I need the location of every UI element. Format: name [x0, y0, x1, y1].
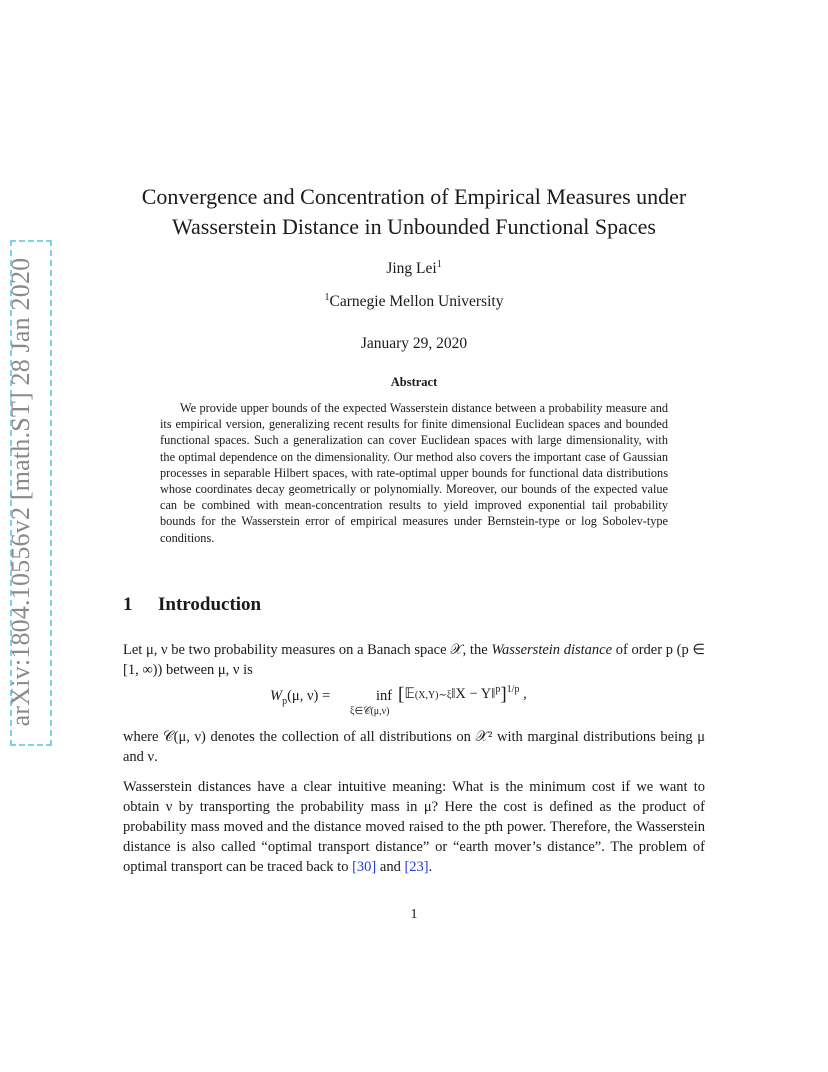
section-number: 1	[123, 594, 133, 615]
citation-link-30[interactable]: [30]	[352, 859, 377, 875]
paragraph-3-text-c: .	[428, 859, 433, 875]
equation-inf: inf	[375, 688, 393, 704]
equation-lhs: $W_p(\mu$, ν) =	[270, 688, 331, 707]
paper-title-line-1: Convergence and Concentration of Empirical Measures under	[141, 184, 687, 209]
paragraph-2: where 𝒞(μ, ν) denotes the collection of all distributions on 𝒳² with marginal distributions being μ and ν.	[123, 729, 705, 765]
section-title: Introduction	[158, 594, 262, 615]
arxiv-stamp-text: arXiv:1804.10556v2 [math.ST] 28 Jan 2020	[6, 257, 35, 727]
author-name: Jing Lei	[386, 260, 437, 277]
equation-rhs: [𝔼(X,Y)∼ξ‖X − Y‖$^p$]$^{1/p}$ ,	[398, 684, 527, 705]
section-heading	[123, 594, 261, 616]
paragraph-1-emphasis: Wasserstein distance	[491, 642, 613, 658]
paragraph-1-text-a: Let μ, ν be two probability measures on a Banach space 𝒳, the	[123, 642, 492, 658]
paper-date: January 29, 2020	[360, 335, 468, 352]
citation-link-23[interactable]: [23]	[404, 859, 429, 875]
affiliation-mark: 1	[324, 292, 330, 303]
abstract-body: We provide upper bounds of the expected Wasserstein distance between a probability measure and its empirical version, generalizing recent results for finite dimensional Euclidean spaces and bounded functional spaces. Such a generalization can cover Euclidean spaces with large dimensionality, with the optimal dependence on the dimensionality. Our method also covers the important case of Gaussian processes in separable Hilbert spaces, with rate-optimal upper bounds for functional data distributions whose coordinates decay geometrically or polynomially. Moreover, our bounds of the expected value can be combined with mean-concentration results to yield improved exponential tail probability bounds for the Wasserstein error of empirical measures under Bernstein-type or log Sobolev-type conditions.	[160, 401, 668, 545]
paragraph-1-text-b: of order p (p ∈ [1, ∞)) between μ, ν is	[123, 642, 705, 678]
paragraph-3-text-b: and	[376, 859, 405, 875]
equation-inf-subscript: ξ∈𝒞(μ,ν)	[350, 706, 390, 717]
abstract-heading: Abstract	[390, 375, 438, 389]
author-affiliation-mark: 1	[436, 259, 442, 270]
paragraph-3	[123, 777, 705, 877]
paragraph-1	[123, 640, 705, 680]
paper-title	[110, 182, 718, 242]
affiliation	[110, 292, 718, 311]
wasserstein-equation	[270, 684, 620, 728]
page-number: 1	[410, 907, 418, 922]
author	[110, 259, 718, 278]
affiliation-name: Carnegie Mellon University	[329, 293, 504, 310]
paragraph-3-text-a: Wasserstein distances have a clear intuitive meaning: What is the minimum cost if we want to obtain ν by transporting the probability mass in μ? Here the cost is defined as the product of probability mass moved and the distance moved raised to the pth power. Therefore, the Wasserstein distance is also called “optimal transport distance” or “earth mover’s distance”. The problem of optimal transport can be traced back to	[123, 779, 705, 875]
paper-title-line-2: Wasserstein Distance in Unbounded Functional Spaces	[172, 214, 656, 239]
